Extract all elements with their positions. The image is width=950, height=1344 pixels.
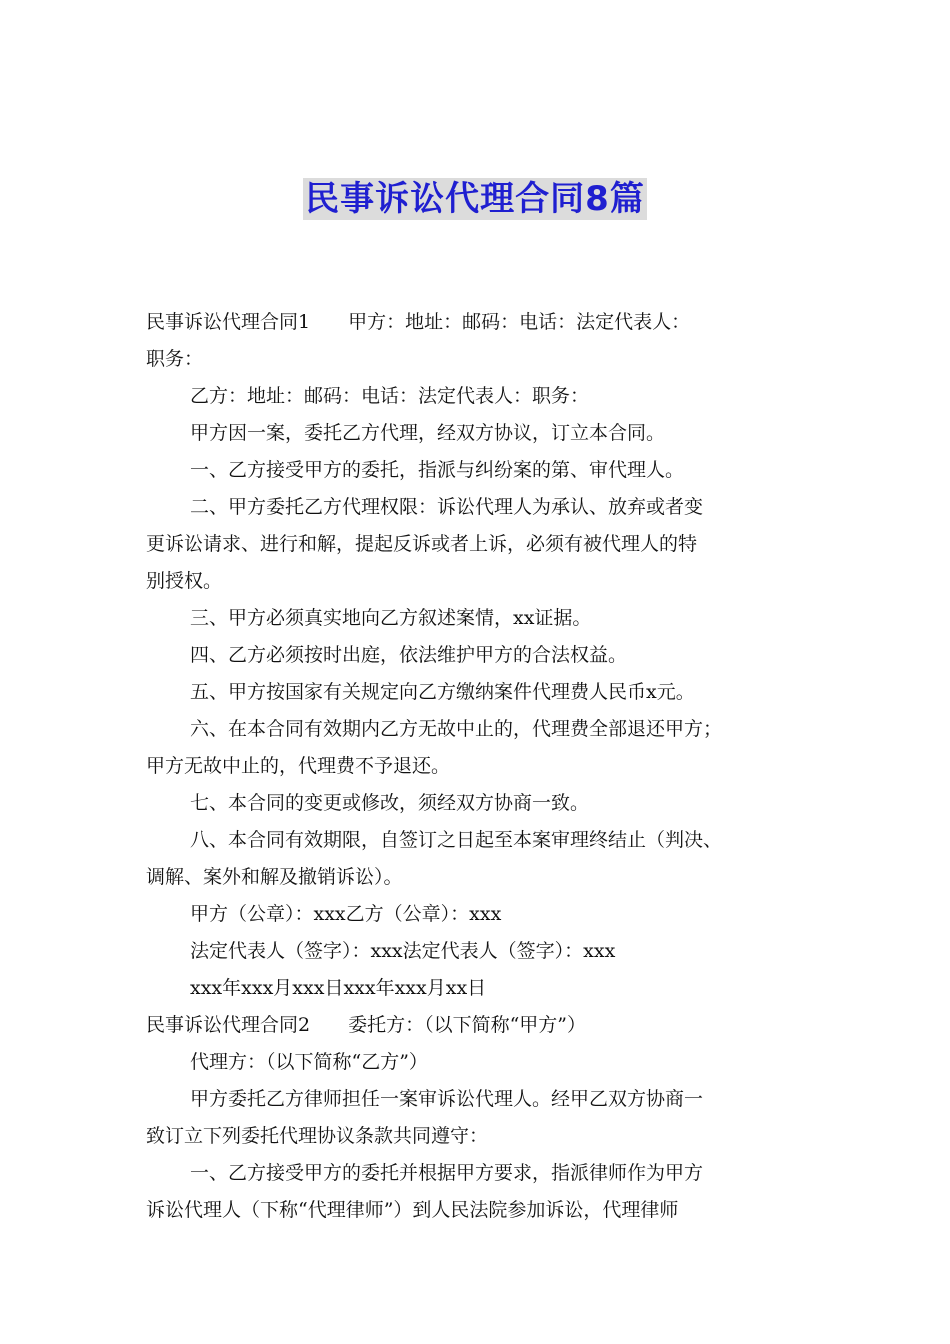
paragraph-line: 四、乙方必须按时出庭，依法维护甲方的合法权益。: [190, 644, 628, 666]
paragraph-line: 调解、案外和解及撤销诉讼）。: [146, 866, 403, 888]
paragraph-line: 法定代表人（签字）：xxx法定代表人（签字）：xxx: [190, 940, 616, 962]
paragraph-line: 甲方因一案，委托乙方代理，经双方协议，订立本合同。: [190, 422, 666, 444]
paragraph-line: xxx年xxx月xxx日xxx年xxx月xx日: [190, 977, 487, 999]
paragraph-line: 一、乙方接受甲方的委托并根据甲方要求，指派律师作为甲方: [190, 1162, 704, 1184]
paragraph-line: 甲方委托乙方律师担任一案审诉讼代理人。经甲乙双方协商一: [190, 1088, 704, 1110]
paragraph-line: 民事诉讼代理合同1 甲方：地址：邮码：电话：法定代表人：: [146, 311, 691, 333]
paragraph-line: 一、乙方接受甲方的委托，指派与纠纷案的第、审代理人。: [190, 459, 685, 481]
paragraph-line: 别授权。: [146, 570, 223, 592]
paragraph-line: 诉讼代理人（下称“代理律师”）到人民法院参加诉讼，代理律师: [146, 1199, 679, 1221]
paragraph-line: 更诉讼请求、进行和解，提起反诉或者上诉，必须有被代理人的特: [146, 533, 698, 555]
paragraph-line: 八、本合同有效期限，自签订之日起至本案审理终结止（判决、: [190, 829, 723, 851]
paragraph-line: 致订立下列委托代理协议条款共同遵守：: [146, 1125, 489, 1147]
paragraph-line: 代理方：（以下简称“乙方”）: [190, 1051, 428, 1073]
paragraph-line: 职务：: [146, 348, 204, 370]
paragraph-line: 六、在本合同有效期内乙方无故中止的，代理费全部退还甲方；: [190, 718, 723, 740]
paragraph-line: 七、本合同的变更或修改，须经双方协商一致。: [190, 792, 590, 814]
paragraph-line: 甲方（公章）：xxx乙方（公章）：xxx: [190, 903, 502, 925]
paragraph-line: 二、甲方委托乙方代理权限：诉讼代理人为承认、放弃或者变: [190, 496, 704, 518]
title-container: [0, 178, 950, 220]
paragraph-line: 甲方无故中止的，代理费不予退还。: [146, 755, 451, 777]
document-body: [146, 304, 826, 1229]
paragraph-line: 五、甲方按国家有关规定向乙方缴纳案件代理费人民币x元。: [190, 681, 695, 703]
document-title: 民事诉讼代理合同8篇: [305, 179, 645, 219]
paragraph-line: 民事诉讼代理合同2 委托方：（以下简称“甲方”）: [146, 1014, 587, 1036]
paragraph-line: 三、甲方必须真实地向乙方叙述案情，xx证据。: [190, 607, 592, 629]
paragraph-line: 乙方：地址：邮码：电话：法定代表人：职务：: [190, 385, 590, 407]
